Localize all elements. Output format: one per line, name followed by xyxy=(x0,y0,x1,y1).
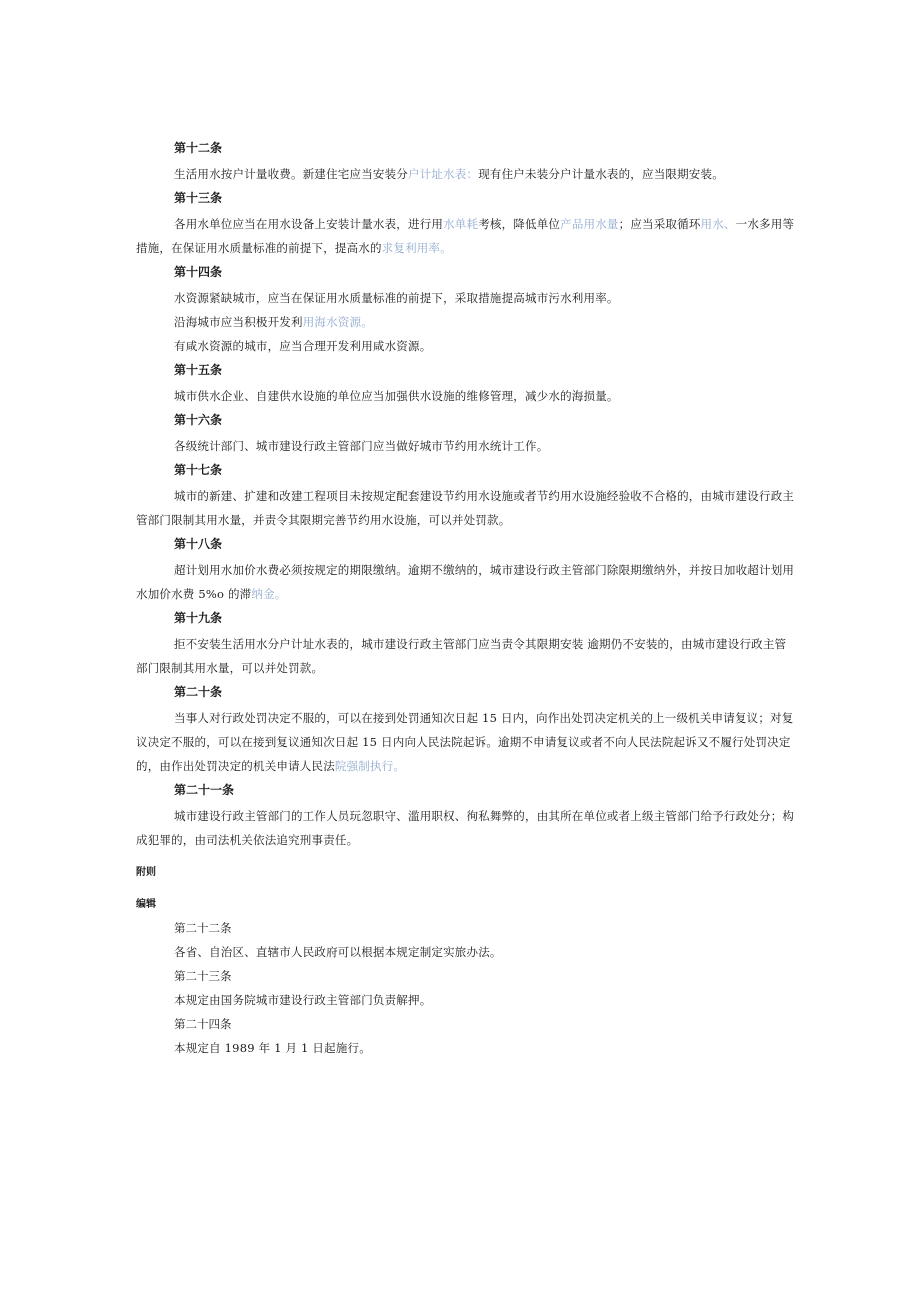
article-21-title: 第二十一条 xyxy=(174,783,235,797)
text-run: 考核，降低单位 xyxy=(478,217,561,231)
article-14-text-1: 水资源紧缺城市，应当在保证用水质量标准的前提下，采取措施提高城市污水利用率。 xyxy=(174,291,619,305)
appendix-section-title: 附则 xyxy=(136,867,156,878)
text-run: 一水多用等措施，在保证用水质量标准的前提下，提高水的 xyxy=(136,217,795,255)
link-water-meter[interactable]: 户计址水表： xyxy=(408,167,479,181)
text-run: 现有住户未装分户计量水表的，应当限期安装。 xyxy=(478,167,724,181)
link-enforcement[interactable]: 院强制执行。 xyxy=(334,759,406,773)
article-24-title: 第二十四条 xyxy=(174,1017,232,1031)
article-15-text: 城市供水企业、自建供水设施的单位应当加强供水设施的维修管理，减少水的海损量。 xyxy=(174,389,619,403)
article-19-title: 第十九条 xyxy=(174,611,223,625)
text-run: 生活用水按户计量收费。新建住宅应当安装分 xyxy=(174,167,408,181)
article-15-title: 第十五条 xyxy=(174,363,223,377)
link-seawater[interactable]: 用海水资源。 xyxy=(302,315,373,329)
article-22-text: 各省、自治区、直辖市人民政府可以根据本规定制定实旅办法。 xyxy=(174,945,502,959)
link-water-use[interactable]: 用水、 xyxy=(700,217,736,231)
text-run: 当事人对行政处罚决定不服的，可以在接到处罚通知次日起 15 日内，向作出处罚决定机关的上一级机关申请复议；对复议决定不服的，可以在接到复议通知次日起 15 日内向人民法院起诉。逾期不申请复议或者不向人民法院起诉又不履行处罚决定的，由作出处罚决定的机关申请人民法 xyxy=(136,711,794,773)
link-unit-consumption[interactable]: 水单耗 xyxy=(443,217,479,231)
article-19-text: 拒不安装生活用水分户计址水表的，城市建设行政主管部门应当责令其限期安装 逾期仍不安装的，由城市建设行政主管部门限制其用水量，可以并处罚款。 xyxy=(136,637,787,675)
article-17-text: 城市的新建、扩建和改建工程项目未按规定配套建设节约用水设施或者节约用水设施经验收不合格的，由城市建设行政主管部门限制其用水量，并责令其限期完善节约用水设施，可以并处罚款。 xyxy=(136,489,795,527)
article-20-title: 第二十条 xyxy=(174,685,223,699)
article-18-text xyxy=(136,558,796,606)
article-14-text-3: 有咸水资源的城市，应当合理开发利用咸水资源。 xyxy=(174,339,432,353)
article-23-title: 第二十三条 xyxy=(174,969,232,983)
article-22-title: 第二十二条 xyxy=(174,921,232,935)
article-20-text xyxy=(136,706,796,778)
text-run: ；应当采取循环 xyxy=(618,217,701,231)
article-16-title: 第十六条 xyxy=(174,413,223,427)
article-21-text: 城市建设行政主管部门的工作人员玩忽职守、滥用职权、徇私舞弊的，由其所在单位或者上级主管部门给予行政处分；构成犯罪的，由司法机关依法追究刑事责任。 xyxy=(136,809,795,847)
article-18-title: 第十八条 xyxy=(174,537,223,551)
article-13-text xyxy=(136,212,796,260)
link-late-fee[interactable]: 纳金。 xyxy=(251,587,287,601)
link-product-water[interactable]: 产品用水量 xyxy=(560,217,619,231)
text-run: 超计划用水加价水费必须按规定的期限缴纳。逾期不缴纳的，城市建设行政主管部门除限期缴纳外，并按日加收超计划用水加价水费 5%o 的滞 xyxy=(136,563,795,601)
document-body xyxy=(136,136,796,1060)
text-run: 沿海城市应当积极开发利 xyxy=(174,315,303,329)
edit-link[interactable]: 编辑 xyxy=(136,899,156,910)
article-14-title: 第十四条 xyxy=(174,265,223,279)
article-13-title: 第十三条 xyxy=(174,191,223,205)
article-17-title: 第十七条 xyxy=(174,463,223,477)
article-16-text: 各级统计部门、城市建设行政主管部门应当做好城市节约用水统计工作。 xyxy=(174,439,549,453)
text-run: 各用水单位应当在用水设备上安装计量水表，进行用 xyxy=(174,217,444,231)
article-12-title: 第十二条 xyxy=(174,141,223,155)
article-14-text-2 xyxy=(174,310,796,334)
article-24-text: 本规定自 1989 年 1 月 1 日起施行。 xyxy=(174,1041,371,1055)
article-12-text xyxy=(136,162,796,186)
link-reuse-rate[interactable]: 求复利用率。 xyxy=(381,241,452,255)
article-23-text: 本规定由国务院城市建设行政主管部门负责解押。 xyxy=(174,993,432,1007)
